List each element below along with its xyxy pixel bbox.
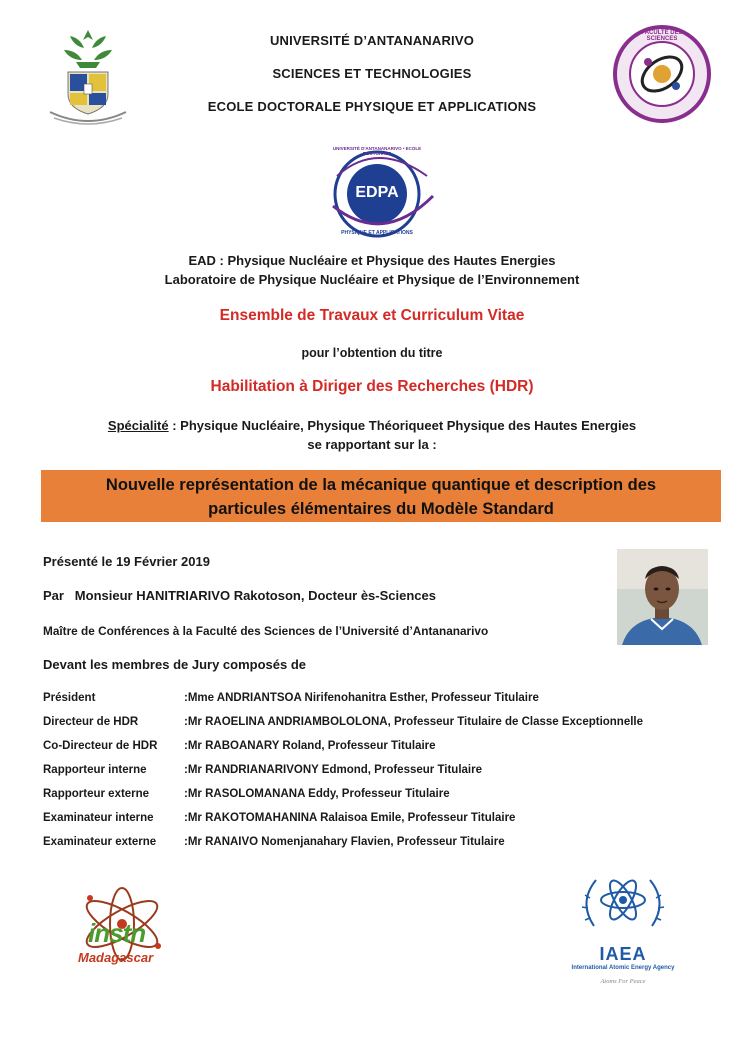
faculty-name: SCIENCES ET TECHNOLOGIES: [272, 66, 472, 81]
jury-role: Rapporteur interne: [43, 764, 147, 776]
jury-row: [43, 716, 643, 728]
jury-member: :Mr RANAIVO Nomenjanahary Flavien, Professeur Titulaire: [184, 836, 505, 848]
document-title: Ensemble de Travaux et Curriculum Vitae: [219, 307, 525, 324]
jury-intro: Devant les membres de Jury composés de: [43, 657, 307, 672]
portrait-photo: [617, 549, 708, 645]
jury-role: Examinateur interne: [43, 812, 154, 824]
instn-madagascar-logo: [70, 880, 174, 980]
jury-member: :Mr RANDRIANARIVONY Edmond, Professeur Titulaire: [184, 764, 482, 776]
jury-member: :Mr RASOLOMANANA Eddy, Professeur Titulaire: [184, 788, 450, 800]
iaea-motto: Atoms For Peace: [600, 978, 646, 985]
jury-role: Co-Directeur de HDR: [43, 740, 158, 752]
degree-title: Habilitation à Diriger des Recherches (HDR): [210, 378, 534, 395]
iaea-full-name: International Atomic Energy Agency: [571, 965, 675, 971]
thesis-title-line-2: particules élémentaires du Modèle Standard: [208, 500, 554, 518]
jury-role: Rapporteur externe: [43, 788, 150, 800]
ead-line-2: Laboratoire de Physique Nucléaire et Physique de l’Environnement: [164, 272, 580, 287]
jury-row: [43, 740, 436, 752]
jury-role: Directeur de HDR: [43, 716, 139, 728]
jury-row: [43, 692, 539, 704]
ead-line-1: EAD : Physique Nucléaire et Physique des Hautes Energies: [188, 253, 556, 268]
edpa-ring-bottom: PHYSIQUE ET APPLICATIONS: [341, 230, 413, 236]
presenter-line: Par Monsieur HANITRIARIVO Rakotoson, Docteur ès-Sciences: [43, 588, 436, 603]
edpa-ring-top: UNIVERSITÉ D'ANTANANARIVO • ECOLE DOCTORALE: [332, 146, 422, 156]
university-name: UNIVERSITÉ D’ANTANANARIVO: [269, 33, 475, 48]
doctoral-school-name: ECOLE DOCTORALE PHYSIQUE ET APPLICATIONS: [207, 99, 537, 114]
jury-row: [43, 836, 505, 848]
speciality-line-2: se rapportant sur la :: [307, 437, 437, 452]
speciality-value: : Physique Nucléaire, Physique Théoriqueet Physique des Hautes Energies: [168, 418, 637, 433]
presenter-position: Maître de Conférences à la Faculté des Sciences de l’Université d’Antananarivo: [43, 624, 489, 638]
thesis-title-banner: [41, 470, 721, 522]
jury-member: :Mme ANDRIANTSOA Nirifenohanitra Esther, Professeur Titulaire: [184, 692, 539, 704]
instn-text: instn: [88, 918, 146, 948]
edpa-logo: [327, 146, 437, 242]
speciality-label: Spécialité: [107, 418, 169, 433]
iaea-text: IAEA: [599, 944, 647, 964]
thesis-title-line-1: Nouvelle représentation de la mécanique quantique et description des: [105, 476, 657, 494]
faculty-logo-text: FACULTÉ DES SCIENCES: [641, 30, 683, 42]
jury-member: :Mr RAOELINA ANDRIAMBOLOLONA, Professeur Titulaire de Classe Exceptionnelle: [184, 716, 644, 728]
presentation-date: Présenté le 19 Février 2019: [43, 554, 210, 569]
jury-role: Examinateur externe: [43, 836, 157, 848]
edpa-logo-text: EDPA: [355, 184, 399, 201]
jury-row: [43, 812, 515, 824]
jury-member: :Mr RABOANARY Roland, Professeur Titulaire: [184, 740, 436, 752]
jury-member: :Mr RAKOTOMAHANINA Ralaisoa Emile, Professeur Titulaire: [184, 812, 516, 824]
instn-subtext: Madagascar: [78, 950, 154, 965]
iaea-logo: [564, 868, 682, 992]
speciality-line: [0, 418, 744, 433]
jury-row: [43, 788, 450, 800]
purpose-text: pour l’obtention du titre: [301, 346, 443, 360]
jury-role: Président: [43, 692, 96, 704]
jury-row: [43, 764, 482, 776]
